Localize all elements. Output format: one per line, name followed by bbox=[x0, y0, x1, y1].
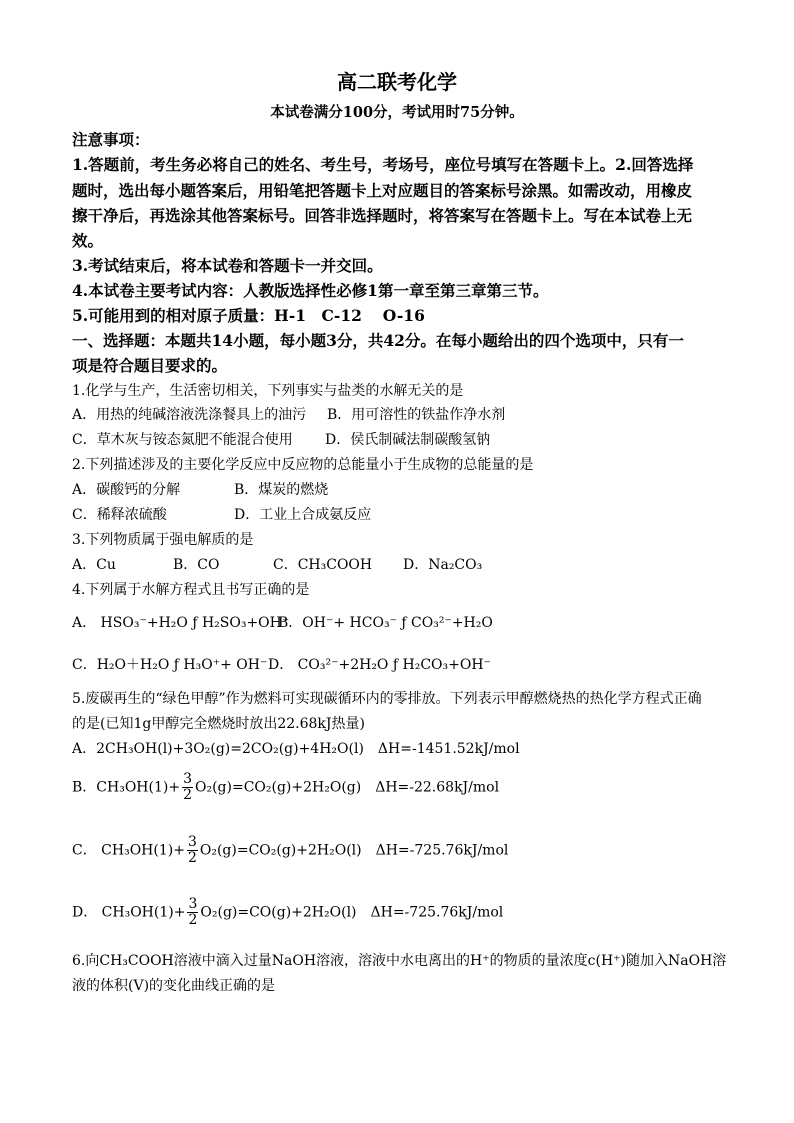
option-c bbox=[72, 835, 508, 866]
question-stem: 2.下列描述涉及的主要化学反应中反应物的总能量小于生成物的总能量的是 bbox=[72, 457, 534, 473]
exam-title: 高二联考化学 bbox=[337, 70, 457, 94]
option-b: B．用可溶性的铁盐作净水剂 bbox=[327, 407, 506, 423]
fraction-numerator: 3 bbox=[187, 834, 197, 850]
option-d: D．侯氏制碱法制碳酸氢钠 bbox=[325, 432, 491, 448]
option-d-suffix: O₂(g)=CO(g)+2H₂O(l) ΔH=-725.76kJ/mol bbox=[200, 904, 504, 921]
notice-line: 擦干净后，再选涂其他答案标号。回答非选择题时，将答案写在答题卡上。写在本试卷上无 bbox=[72, 206, 693, 225]
question-stem: 6.向CH₃COOH溶液中滴入过量NaOH溶液，溶液中水电离出的H⁺的物质的量浓度c(H⁺)随加入NaOH溶 bbox=[72, 953, 727, 969]
fraction-denominator: 2 bbox=[187, 850, 197, 866]
notice-line: 效。 bbox=[72, 231, 104, 250]
option-b-suffix: O₂(g)=CO₂(g)+2H₂O(g) ΔH=-22.68kJ/mol bbox=[195, 779, 500, 796]
fraction-three-halves bbox=[182, 772, 193, 803]
section-heading: 项是符合题目要求的。 bbox=[72, 356, 228, 375]
option-c: C．草木灰与铵态氮肥不能混合使用 bbox=[72, 432, 293, 448]
option-d: D．Na₂CO₃ bbox=[403, 557, 483, 573]
option-c: C．CH₃COOH bbox=[273, 557, 373, 573]
option-d: D． CO₃²⁻+2H₂O ƒ H₂CO₃+OH⁻ bbox=[268, 657, 491, 673]
notice-line: 4.本试卷主要考试内容：人教版选择性必修1第一章至第三章第三节。 bbox=[72, 281, 549, 300]
option-a: A．Cu bbox=[72, 557, 116, 573]
question-stem: 液的体积(V)的变化曲线正确的是 bbox=[72, 978, 276, 994]
fraction-numerator: 3 bbox=[188, 896, 198, 912]
option-a: A．用热的纯碱溶液洗涤餐具上的油污 bbox=[72, 407, 307, 423]
exam-subtitle: 本试卷满分100分，考试用时75分钟。 bbox=[270, 104, 524, 121]
option-c: C．H₂O＋H₂O ƒ H₃O⁺+ OH⁻ bbox=[72, 657, 268, 673]
option-c: C．稀释浓硫酸 bbox=[72, 507, 167, 523]
question-stem: 的是(已知1g甲醇完全燃烧时放出22.68kJ热量) bbox=[72, 716, 365, 732]
notice-line: 3.考试结束后，将本试卷和答题卡一并交回。 bbox=[72, 256, 383, 275]
option-d bbox=[72, 897, 503, 928]
notice-line: 5.可能用到的相对原子质量：H-1 C-12 O-16 bbox=[72, 306, 425, 325]
option-c-prefix: C． CH₃OH(1)+ bbox=[72, 842, 185, 859]
fraction-three-halves bbox=[187, 835, 198, 866]
option-d: D．工业上合成氨反应 bbox=[234, 507, 372, 523]
question-stem: 1.化学与生产，生活密切相关，下列事实与盐类的水解无关的是 bbox=[72, 383, 464, 399]
fraction-denominator: 2 bbox=[183, 787, 192, 803]
option-a: A．碳酸钙的分解 bbox=[72, 482, 181, 498]
notice-line: 题时，选出每小题答案后，用铅笔把答题卡上对应题目的答案标号涂黑。如需改动，用橡皮 bbox=[72, 181, 693, 200]
fraction-three-halves bbox=[187, 897, 198, 928]
fraction-numerator: 3 bbox=[183, 771, 192, 787]
option-a: A．2CH₃OH(l)+3O₂(g)=2CO₂(g)+4H₂O(l) ΔH=-1451.52kJ/mol bbox=[72, 741, 520, 757]
option-b bbox=[72, 772, 499, 803]
question-stem: 5.废碳再生的“绿色甲醇”作为燃料可实现碳循环内的零排放。下列表示甲醇燃烧热的热化学方程式正确 bbox=[72, 691, 702, 707]
option-c-suffix: O₂(g)=CO₂(g)+2H₂O(l) ΔH=-725.76kJ/mol bbox=[199, 842, 509, 859]
option-b: B．CO bbox=[173, 557, 220, 573]
notice-line: 1.答题前，考生务必将自己的姓名、考生号，考场号，座位号填写在答题卡上。2.回答选择 bbox=[72, 155, 694, 174]
option-a: A． HSO₃⁻+H₂O ƒ H₂SO₃+OH⁻ bbox=[72, 615, 290, 631]
option-d-prefix: D． CH₃OH(1)+ bbox=[72, 904, 186, 921]
section-heading: 一、选择题：本题共14小题，每小题3分，共42分。在每小题给出的四个选项中，只有一 bbox=[72, 331, 684, 350]
question-stem: 4.下列属于水解方程式且书写正确的是 bbox=[72, 582, 310, 598]
option-b: B．OH⁻+ HCO₃⁻ ƒ CO₃²⁻+H₂O bbox=[278, 615, 493, 631]
option-b: B．煤炭的燃烧 bbox=[234, 482, 329, 498]
notice-heading: 注意事项： bbox=[72, 130, 150, 149]
fraction-denominator: 2 bbox=[188, 912, 198, 928]
question-stem: 3.下列物质属于强电解质的是 bbox=[72, 532, 254, 548]
option-b-prefix: B．CH₃OH(1)+ bbox=[72, 779, 181, 796]
